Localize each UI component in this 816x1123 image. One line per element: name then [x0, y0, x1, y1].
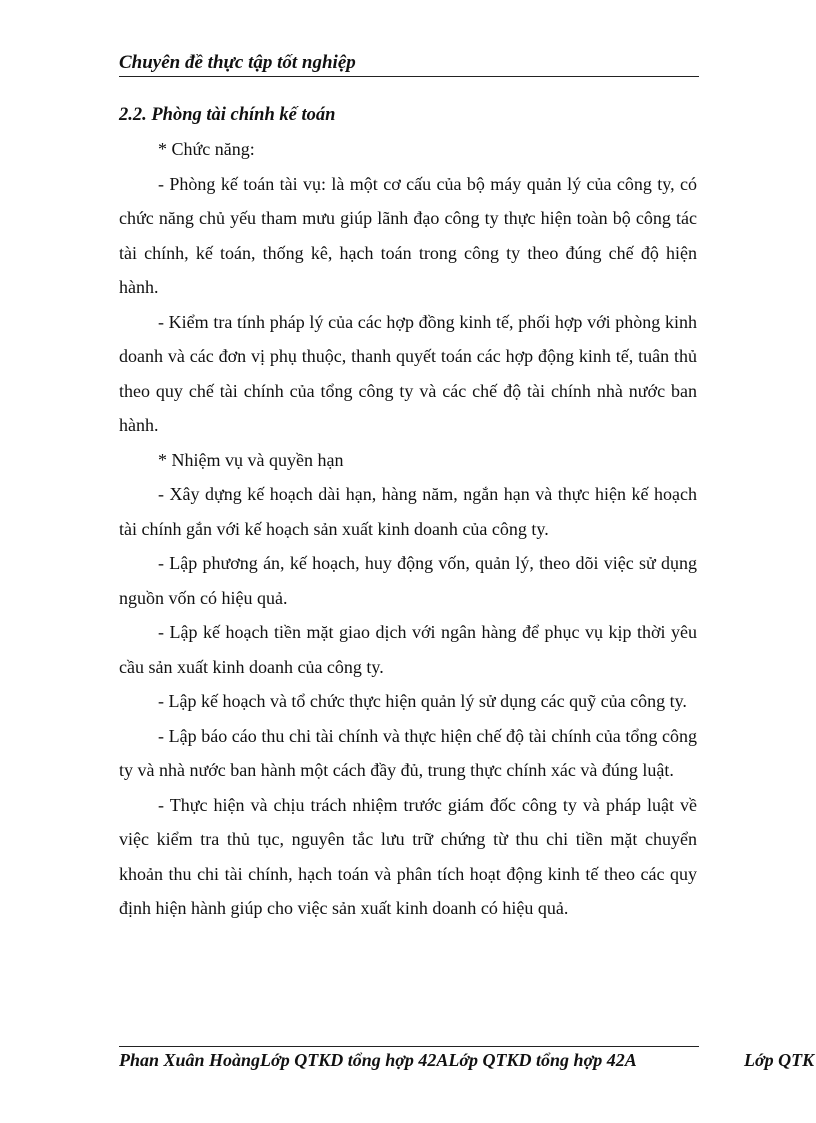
- paragraph-function-2: - Kiểm tra tính pháp lý của các hợp đồng kinh tế, phối hợp với phòng kinh doanh và các đơn vị phụ thuộc, thanh quyết toán các hợp động kinh tế, tuân thủ theo quy chế tài chính của tổng công ty và các chế độ tài chính nhà nước ban hành.: [119, 311, 697, 435]
- paragraph-duties-heading: * Nhiệm vụ và quyền hạn: [158, 449, 344, 470]
- paragraph-duty-6: - Thực hiện và chịu trách nhiệm trước giám đốc công ty và pháp luật về việc kiểm tra thủ tục, nguyên tắc lưu trữ chứng từ thu chi tiền mặt chuyển khoản thu chi tài chính, hạch toán và phân tích hoạt động kinh tế theo các quy định hiện hành giúp cho việc sản xuất kinh doanh có hiệu quả.: [119, 794, 697, 918]
- paragraph-functions-heading: * Chức năng:: [158, 139, 255, 159]
- document-body: [119, 98, 697, 926]
- footer-divider: [119, 1046, 699, 1047]
- section-title: 2.2. Phòng tài chính kế toán: [119, 105, 336, 125]
- page-footer-right: Lớp QTK: [744, 1050, 815, 1070]
- paragraph-duty-4: - Lập kế hoạch và tổ chức thực hiện quản lý sử dụng các quỹ của công ty.: [158, 691, 687, 711]
- paragraph-duty-3: - Lập kế hoạch tiền mặt giao dịch với ngân hàng để phục vụ kịp thời yêu cầu sản xuất kinh doanh của công ty.: [119, 622, 697, 677]
- paragraph-duty-1: - Xây dựng kế hoạch dài hạn, hàng năm, ngắn hạn và thực hiện kế hoạch tài chính gắn với kế hoạch sản xuất kinh doanh của công ty.: [119, 484, 697, 539]
- paragraph-duty-2: - Lập phương án, kế hoạch, huy động vốn, quản lý, theo dõi việc sử dụng nguồn vốn có hiệu quả.: [119, 553, 697, 608]
- paragraph-function-1: - Phòng kế toán tài vụ: là một cơ cấu của bộ máy quản lý của công ty, có chức năng chủ yếu tham mưu giúp lãnh đạo công ty thực hiện toàn bộ công tác tài chính, kế toán, thống kê, hạch toán trong công ty theo đúng chế độ hiện hành.: [119, 173, 697, 297]
- paragraph-duty-5: - Lập báo cáo thu chi tài chính và thực hiện chế độ tài chính của tổng công ty và nhà nước ban hành một cách đầy đủ, trung thực chính xác và đúng luật.: [119, 725, 697, 780]
- page-header-title: Chuyên đề thực tập tốt nghiệp: [119, 52, 699, 77]
- page-footer-left: Phan Xuân HoàngLớp QTKD tổng hợp 42ALớp QTKD tổng hợp 42A: [119, 1050, 637, 1070]
